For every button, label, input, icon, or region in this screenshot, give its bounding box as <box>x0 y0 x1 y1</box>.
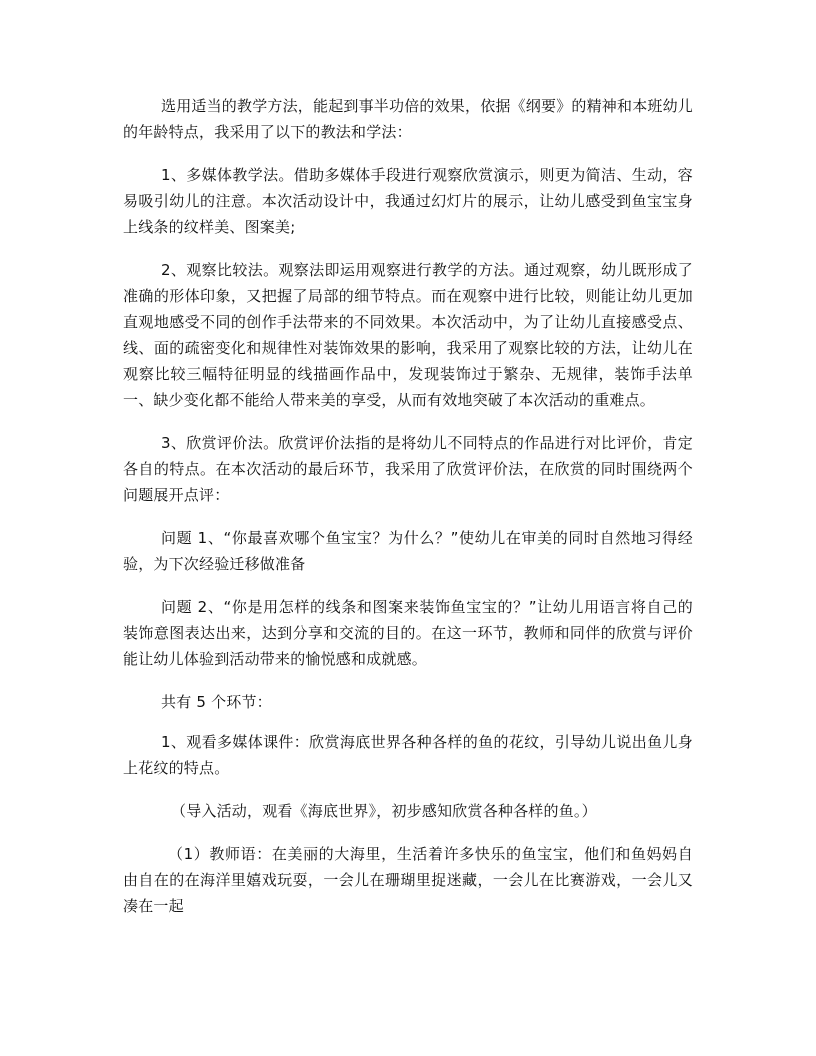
paragraph-steps-count: 共有 5 个环节： <box>161 693 272 711</box>
paragraph-teacher-speech: （1）教师语：在美丽的大海里，生活着许多快乐的鱼宝宝，他们和鱼妈妈自由自在的在海洋里嬉戏玩耍，一会儿在珊瑚里捉迷藏，一会儿在比赛游戏，一会儿又凑在一起 <box>123 845 693 915</box>
paragraph-method-appreciation: 3、欣赏评价法。欣赏评价法指的是将幼儿不同特点的作品进行对比评价，肯定各自的特点。在本次活动的最后环节，我采用了欣赏评价法，在欣赏的同时围绕两个问题展开点评： <box>123 434 693 504</box>
document-body <box>123 93 693 936</box>
paragraph-step-1: 1、观看多媒体课件：欣赏海底世界各种各样的鱼的花纹，引导幼儿说出鱼儿身上花纹的特点。 <box>123 733 693 777</box>
paragraph-method-multimedia: 1、多媒体教学法。借助多媒体手段进行观察欣赏演示，则更为简洁、生动，容易吸引幼儿的注意。本次活动设计中，我通过幻灯片的展示，让幼儿感受到鱼宝宝身上线条的纹样美、图案美; <box>123 166 693 236</box>
paragraph-method-observation: 2、观察比较法。观察法即运用观察进行教学的方法。通过观察，幼儿既形成了准确的形体印象，又把握了局部的细节特点。而在观察中进行比较，则能让幼儿更加直观地感受不同的创作手法带来的不同效果。本次活动中，为了让幼儿直接感受点、线、面的疏密变化和规律性对装饰效果的影响，我采用了观察比较的方法，让幼儿在观察比较三幅特征明显的线描画作品中，发现装饰过于繁杂、无规律，装饰手法单一、缺少变化都不能给人带来美的享受，从而有效地突破了本次活动的重难点。 <box>123 261 693 409</box>
paragraph-question-2: 问题 2、“你是用怎样的线条和图案来装饰鱼宝宝的？”让幼儿用语言将自己的装饰意图表达出来，达到分享和交流的目的。在这一环节，教师和同伴的欣赏与评价能让幼儿体验到活动带来的愉悦感和成就感。 <box>123 598 693 668</box>
paragraph-step-1-note: （导入活动，观看《海底世界》，初步感知欣赏各种各样的鱼。） <box>171 802 597 820</box>
paragraph-question-1: 问题 1、“你最喜欢哪个鱼宝宝？为什么？”使幼儿在审美的同时自然地习得经验，为下次经验迁移做准备 <box>123 529 693 573</box>
paragraph-intro: 选用适当的教学方法，能起到事半功倍的效果，依据《纲要》的精神和本班幼儿的年龄特点，我采用了以下的教法和学法： <box>123 97 694 141</box>
